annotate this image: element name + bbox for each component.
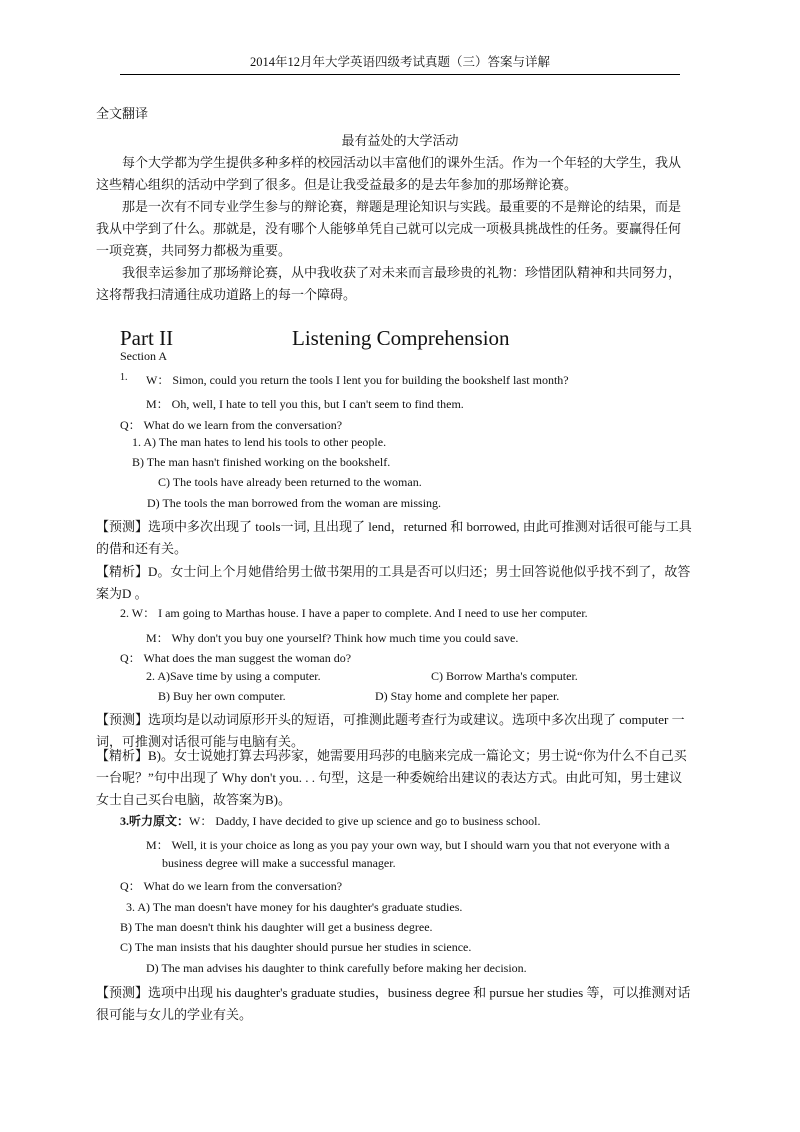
q3-woman: W： Daddy, I have decided to give up science and go to business school. [189,814,541,828]
q3-option-b: B) The man doesn't think his daughter will get a business degree. [120,920,433,934]
q2-analysis: 【精析】B)。女士说她打算去玛莎家，她需要用玛莎的电脑来完成一篇论文；男士说“你为什么不自己买一台呢？”句中出现了 Why don't you. . . 句型，这是一种委婉给出建议的表达方式。由此可知，男士建议女士自己买台电脑，故答案为B)。 [96,748,687,807]
q1-prediction: 【预测】选项中多次出现了 tools一词, 且出现了 lend，returned 和 borrowed, 由此可推测对话很可能与工具的借和还有关。 [96,519,692,556]
q2-option-b: B) Buy her own computer. [158,689,286,703]
translation-paragraph-2: 那是一次有不同专业学生参与的辩论赛，辩题是理论知识与实践。最重要的不是辩论的结果，而是我从中学到了什么。那就是，没有哪个人能够单凭自己就可以完成一项极具挑战性的任务。要赢得任何一项竞赛，共同努力都极为重要。 [96,199,682,258]
q3-label-woman [120,812,540,829]
q2-woman: 2. W： I am going to Marthas house. I have a paper to complete. And I need to use her computer. [120,606,588,620]
q1-question: Q： What do we learn from the conversation? [120,418,343,432]
q3-option-d: D) The man advises his daughter to think carefully before making her decision. [146,961,527,975]
page-header: 2014年12月年大学英语四级考试真题（三）答案与详解 [120,52,680,75]
q3-man-line1: M： Well, it is your choice as long as you pay your own way, but I should warn you that not everyone with a [146,838,670,852]
q1-man: M： Oh, well, I hate to tell you this, but I can't seem to find them. [146,397,464,411]
translation-paragraph-1: 每个大学都为学生提供多种多样的校园活动以丰富他们的课外生活。作为一个年轻的大学生，我从这些精心组织的活动中学到了很多。但是让我受益最多的是去年参加的那场辩论赛。 [96,155,682,192]
translation-paragraph-3: 我很幸运参加了那场辩论赛，从中我收获了对未来而言最珍贵的礼物：珍惜团队精神和共同努力，这将帮我扫清通往成功道路上的每一个障碍。 [96,265,682,302]
q1-option-b: B) The man hasn't finished working on the bookshelf. [132,455,391,469]
q1-analysis: 【精析】D。女士问上个月她借给男士做书架用的工具是否可以归还；男士回答说他似乎找不到了，故答案为D 。 [96,564,691,601]
q1-option-c: C) The tools have already been returned to the woman. [158,475,422,489]
q2-option-d: D) Stay home and complete her paper. [375,689,560,703]
translation-title: 最有益处的大学活动 [341,133,459,148]
q2-prediction: 【预测】选项均是以动词原形开头的短语，可推测此题考查行为或建议。选项中多次出现了 computer 一词，可推测对话很可能与电脑有关。 [96,712,685,749]
part-number: Part II [120,326,174,350]
q1-option-d: D) The tools the man borrowed from the woman are missing. [147,496,442,510]
q1-option-a: 1. A) The man hates to lend his tools to other people. [132,435,387,449]
q3-prediction: 【预测】选项中出现 his daughter's graduate studies，business degree 和 pursue her studies 等，可以推测对话很可能与女儿的学业有关。 [96,985,691,1022]
q3-question: Q： What do we learn from the conversation? [120,879,343,893]
q2-question: Q： What does the man suggest the woman do? [120,651,352,665]
q3-option-a: 3. A) The man doesn't have money for his daughter's graduate studies. [126,900,463,914]
q1-number: 1. [120,372,128,383]
q3-option-c: C) The man insists that his daughter should pursue her studies in science. [120,940,472,954]
q1-woman: W： Simon, could you return the tools I lent you for building the bookshelf last month? [146,373,569,387]
q2-option-c: C) Borrow Martha's computer. [431,669,578,683]
translation-label: 全文翻译 [96,106,149,121]
q2-option-a: 2. A)Save time by using a computer. [146,669,321,683]
section-label: Section A [120,349,167,363]
q3-label: 3.听力原文： [120,814,190,828]
q3-man-line2: business degree will make a successful manager. [162,856,396,870]
part-title: Listening Comprehension [292,326,510,350]
q2-man: M： Why don't you buy one yourself? Think how much time you could save. [146,631,519,645]
